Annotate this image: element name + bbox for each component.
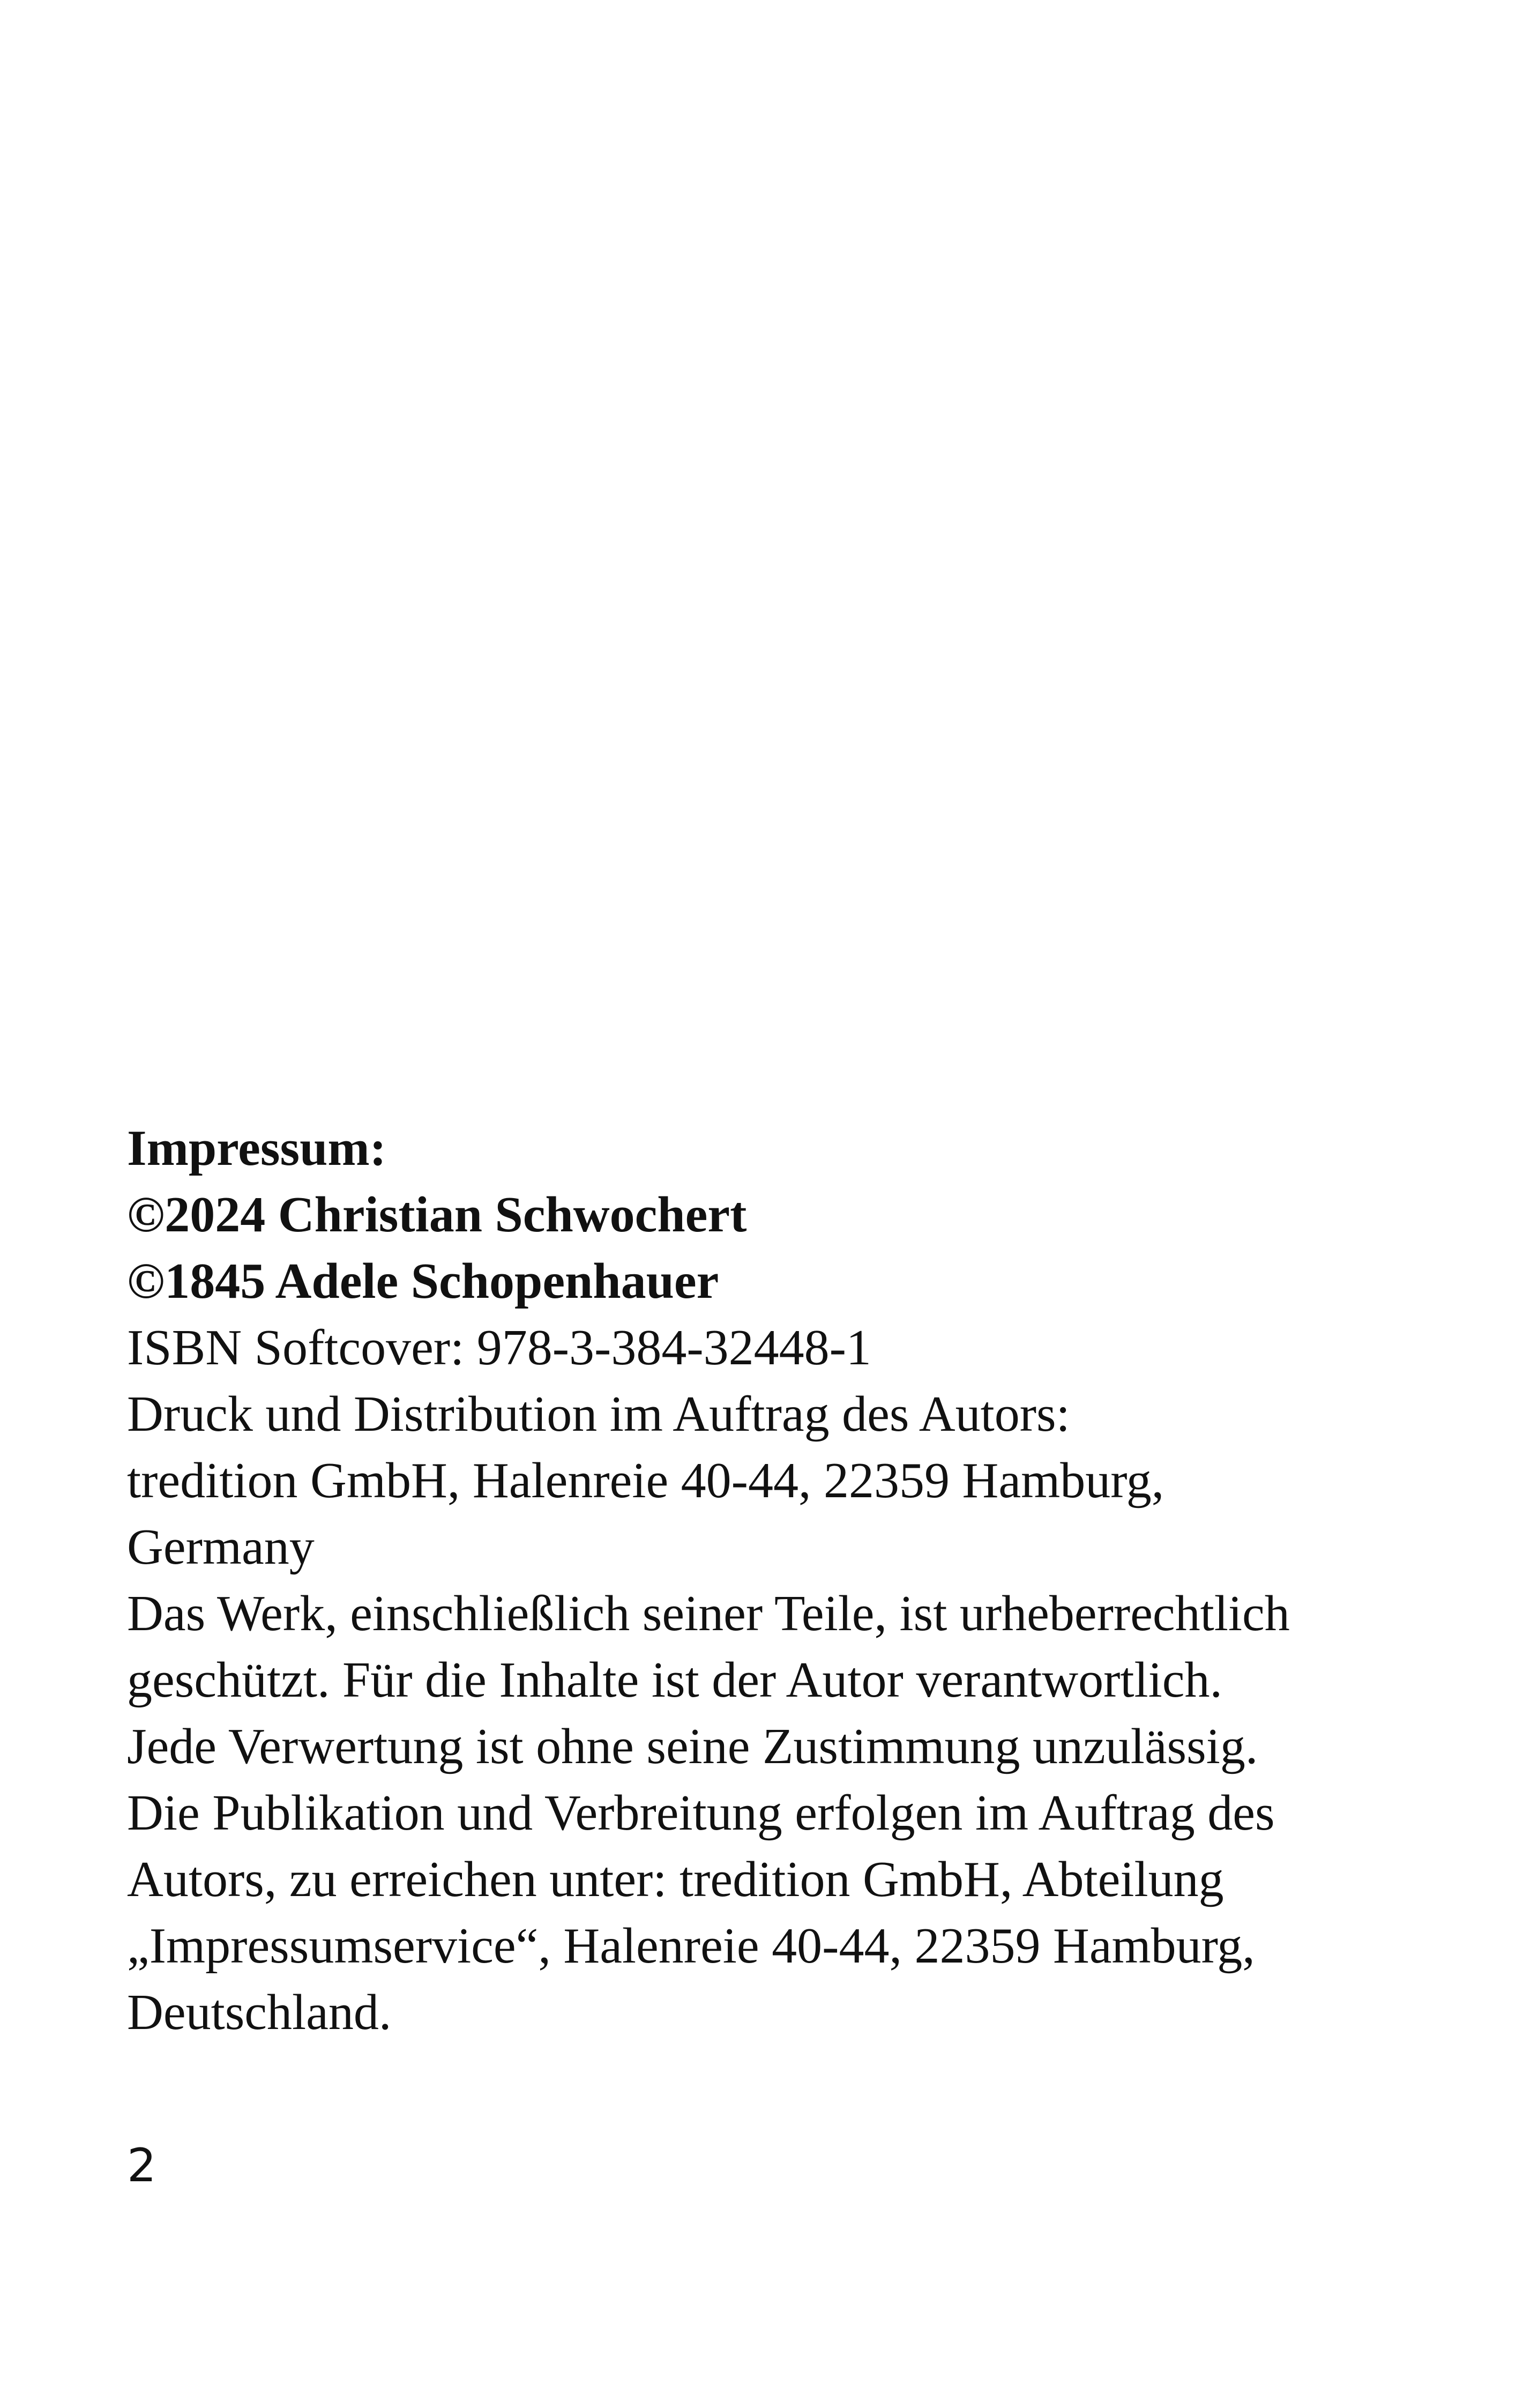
imprint-text-line: „Impressumservice“, Halenreie 40-44, 22359 Hamburg, — [127, 1918, 1255, 1974]
imprint-text-line: Druck und Distribution im Auftrag des Autors: — [127, 1386, 1070, 1442]
page-number: 2 — [127, 2139, 156, 2193]
imprint-block — [127, 1115, 1424, 2046]
imprint-text-line: Das Werk, einschließlich seiner Teile, ist urheberrechtlich — [127, 1586, 1290, 1641]
imprint-text-line: geschützt. Für die Inhalte ist der Autor verantwortlich. — [127, 1652, 1222, 1708]
imprint-text-line: Jede Verwertung ist ohne seine Zustimmung unzulässig. — [127, 1719, 1258, 1774]
imprint-text-line: Die Publikation und Verbreitung erfolgen im Auftrag des — [127, 1785, 1275, 1841]
isbn-line: ISBN Softcover: 978-3-384-32448-1 — [127, 1320, 871, 1376]
imprint-text-line: tredition GmbH, Halenreie 40-44, 22359 Hamburg, — [127, 1453, 1164, 1508]
imprint-text-line: Autors, zu erreichen unter: tredition GmbH, Abteilung — [127, 1852, 1224, 1907]
copyright-line: ©2024 Christian Schwochert — [127, 1187, 747, 1243]
imprint-text-line: Deutschland. — [127, 1985, 392, 2040]
imprint-heading: Impressum: — [127, 1120, 386, 1176]
copyright-line: ©1845 Adele Schopenhauer — [127, 1253, 719, 1309]
imprint-text-line: Germany — [127, 1519, 315, 1575]
